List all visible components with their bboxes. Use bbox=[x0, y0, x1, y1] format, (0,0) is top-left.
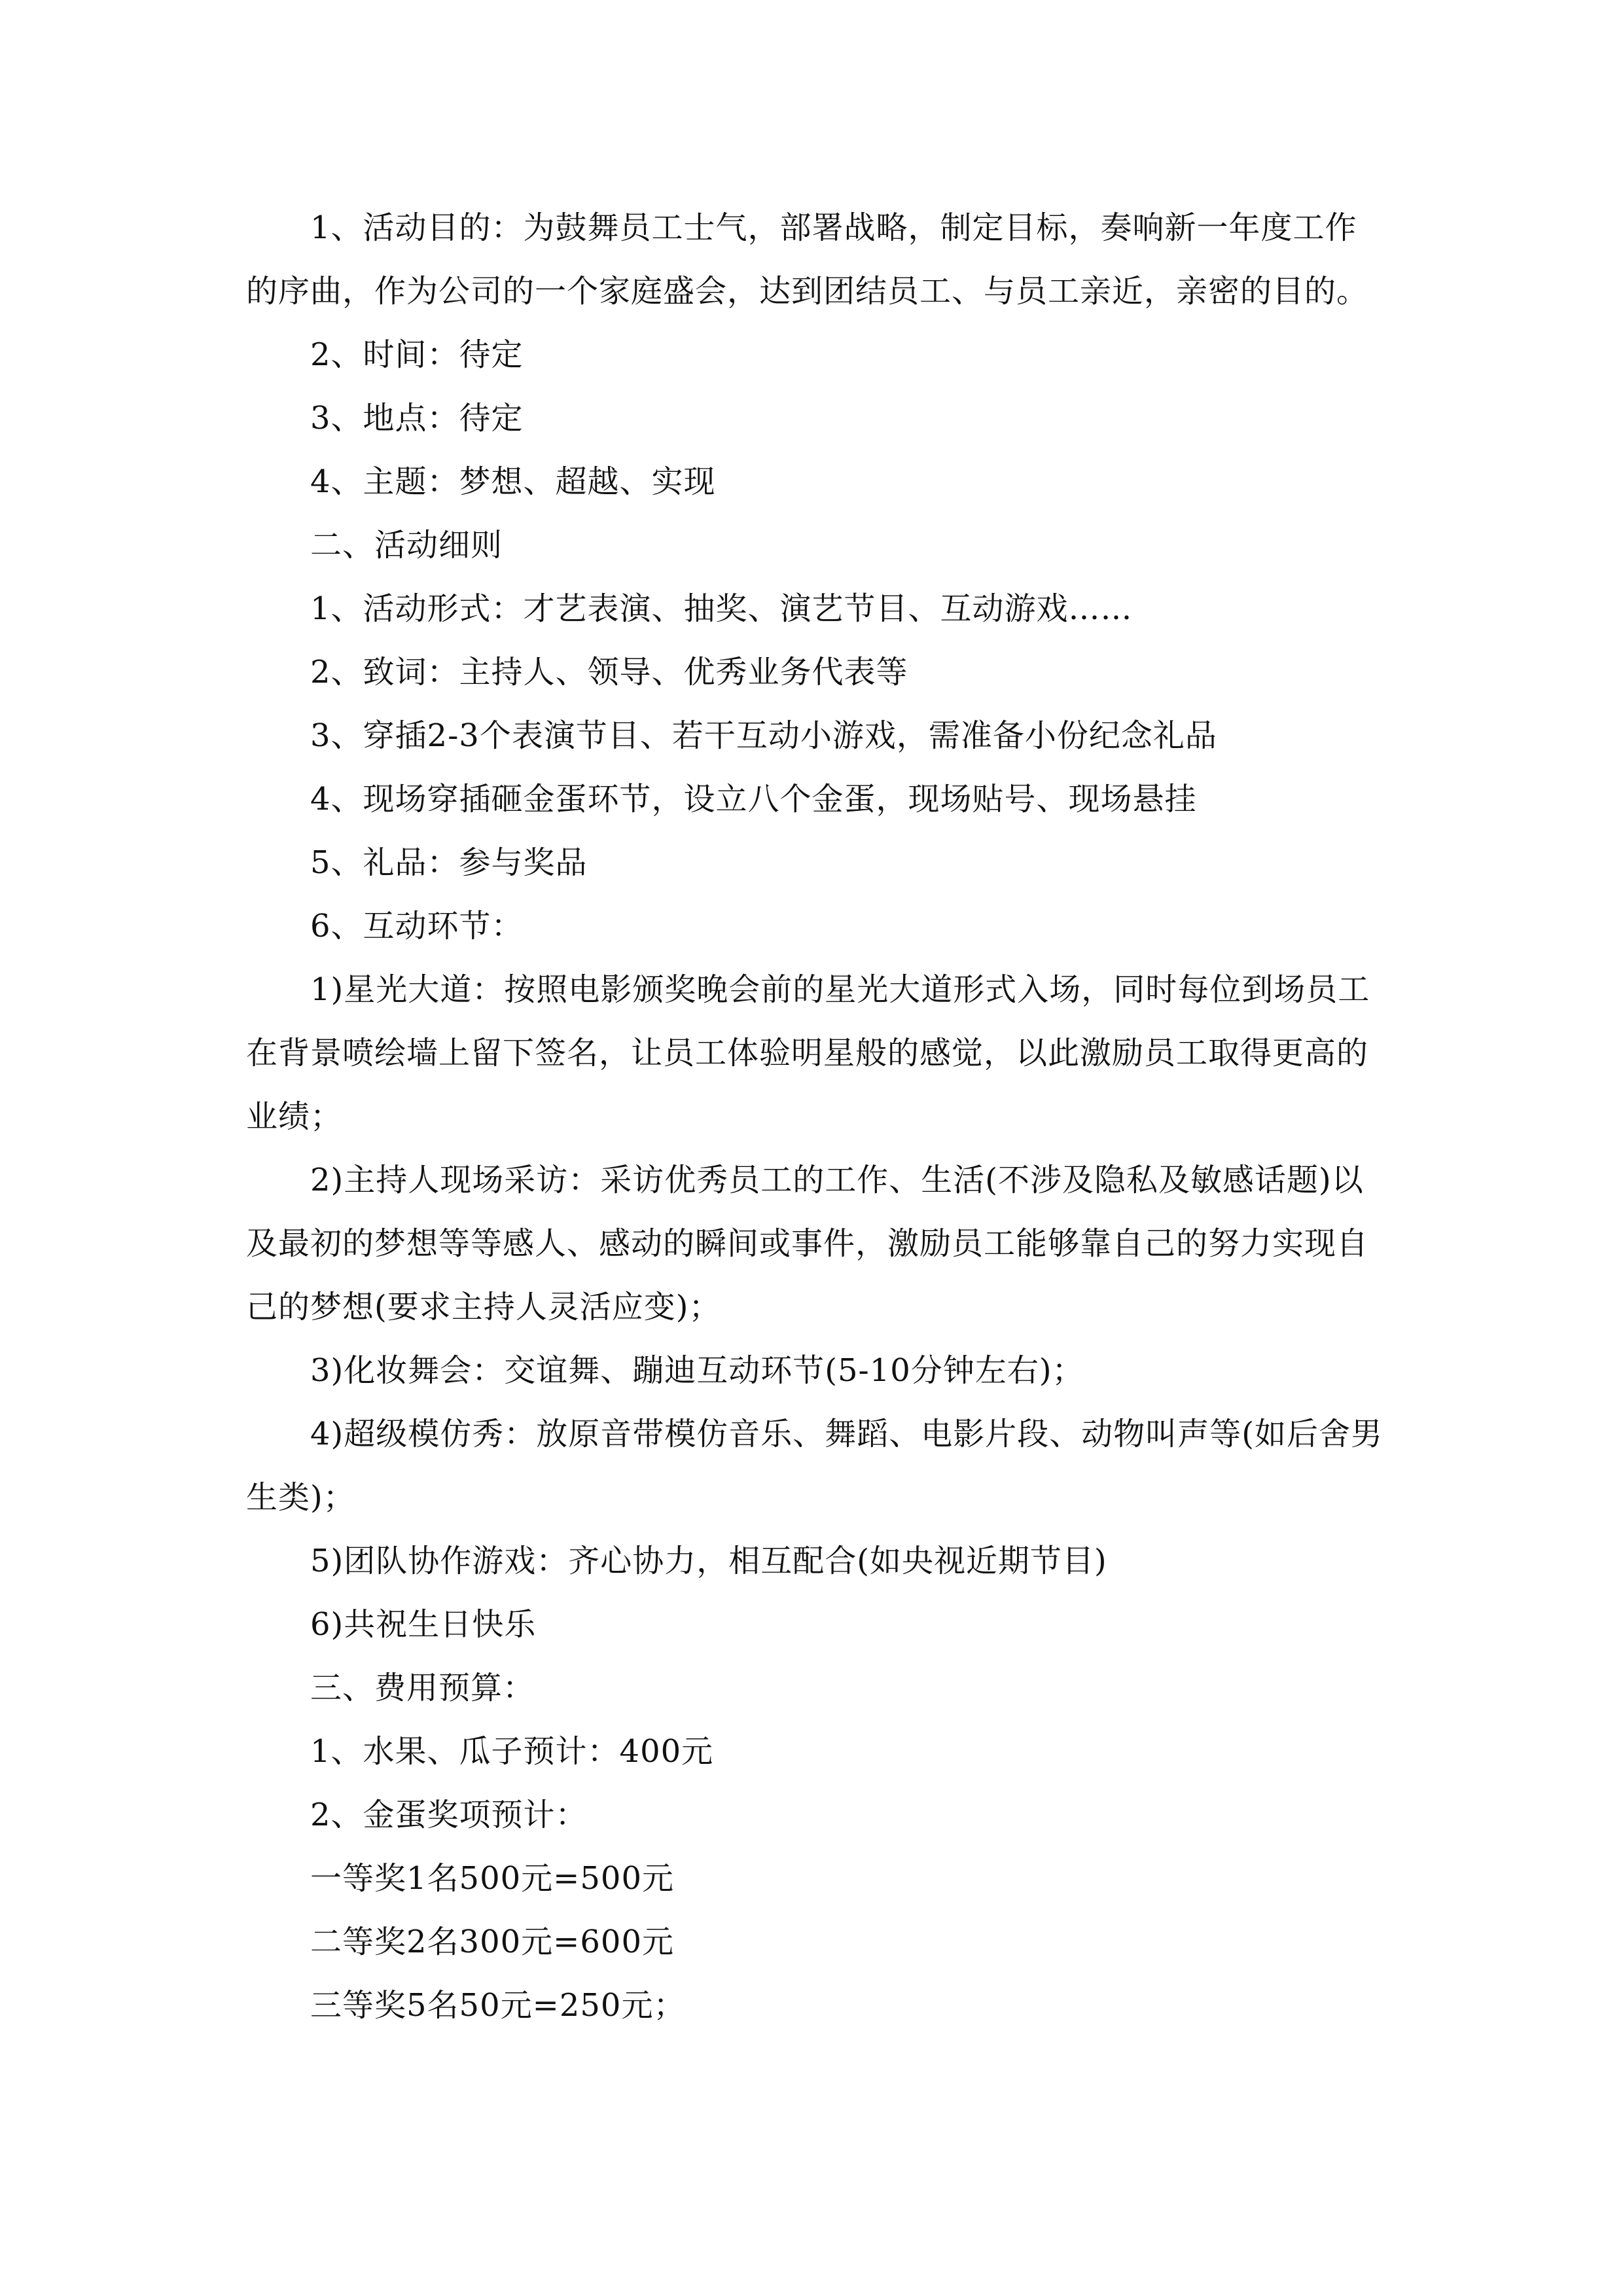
paragraph-masquerade: 3)化妆舞会：交谊舞、蹦迪互动环节(5-10分钟左右)； bbox=[310, 1352, 1084, 1389]
paragraph-gifts: 5、礼品：参与奖品 bbox=[310, 844, 588, 881]
paragraph-third-prize: 三等奖5名50元=250元； bbox=[310, 1987, 686, 2024]
section-heading-budget: 三、费用预算： bbox=[310, 1670, 535, 1706]
paragraph-performances: 3、穿插2-3个表演节目、若干互动小游戏，需准备小份纪念礼品 bbox=[310, 717, 1217, 754]
paragraph-birthday: 6)共祝生日快乐 bbox=[310, 1606, 537, 1643]
paragraph-first-prize: 一等奖1名500元=500元 bbox=[310, 1860, 674, 1897]
paragraph-interactive-heading: 6、互动环节： bbox=[310, 908, 524, 944]
paragraph-theme: 4、主题：梦想、超越、实现 bbox=[310, 463, 716, 500]
paragraph-second-prize: 二等奖2名300元=600元 bbox=[310, 1924, 674, 1960]
paragraph-team-game: 5)团队协作游戏：齐心协力，相互配合(如央视近期节目) bbox=[310, 1543, 1107, 1579]
paragraph-speeches: 2、致词：主持人、领导、优秀业务代表等 bbox=[310, 654, 908, 691]
document-body bbox=[246, 196, 1385, 2037]
paragraph-location: 3、地点：待定 bbox=[310, 400, 524, 437]
paragraph-prize-budget: 2、金蛋奖项预计： bbox=[310, 1797, 588, 1833]
paragraph-host-interview: 2)主持人现场采访：采访优秀员工的工作、生活(不涉及隐私及敏感话题)以及最初的梦想等等感人、感动的瞬间或事件，激励员工能够靠自己的努力实现自己的梦想(要求主持人灵活应变)； bbox=[246, 1162, 1369, 1325]
paragraph-fruit-budget: 1、水果、瓜子预计：400元 bbox=[310, 1733, 714, 1770]
paragraph-purpose: 1、活动目的：为鼓舞员工士气，部署战略，制定目标，奏响新一年度工作的序曲，作为公司的一个家庭盛会，达到团结员工、与员工亲近，亲密的目的。 bbox=[246, 209, 1369, 310]
section-heading-activity-rules: 二、活动细则 bbox=[310, 527, 503, 564]
paragraph-golden-eggs: 4、现场穿插砸金蛋环节，设立八个金蛋，现场贴号、现场悬挂 bbox=[310, 781, 1197, 817]
paragraph-imitation-show: 4)超级模仿秀：放原音带模仿音乐、舞蹈、电影片段、动物叫声等(如后舍男生类)； bbox=[246, 1416, 1383, 1516]
paragraph-time: 2、时间：待定 bbox=[310, 336, 524, 373]
paragraph-star-avenue: 1)星光大道：按照电影颁奖晚会前的星光大道形式入场，同时每位到场员工在背景喷绘墙上留下签名，让员工体验明星般的感觉，以此激励员工取得更高的业绩； bbox=[246, 971, 1370, 1135]
paragraph-activity-format: 1、活动形式：才艺表演、抽奖、演艺节目、互动游戏…… bbox=[310, 590, 1133, 627]
